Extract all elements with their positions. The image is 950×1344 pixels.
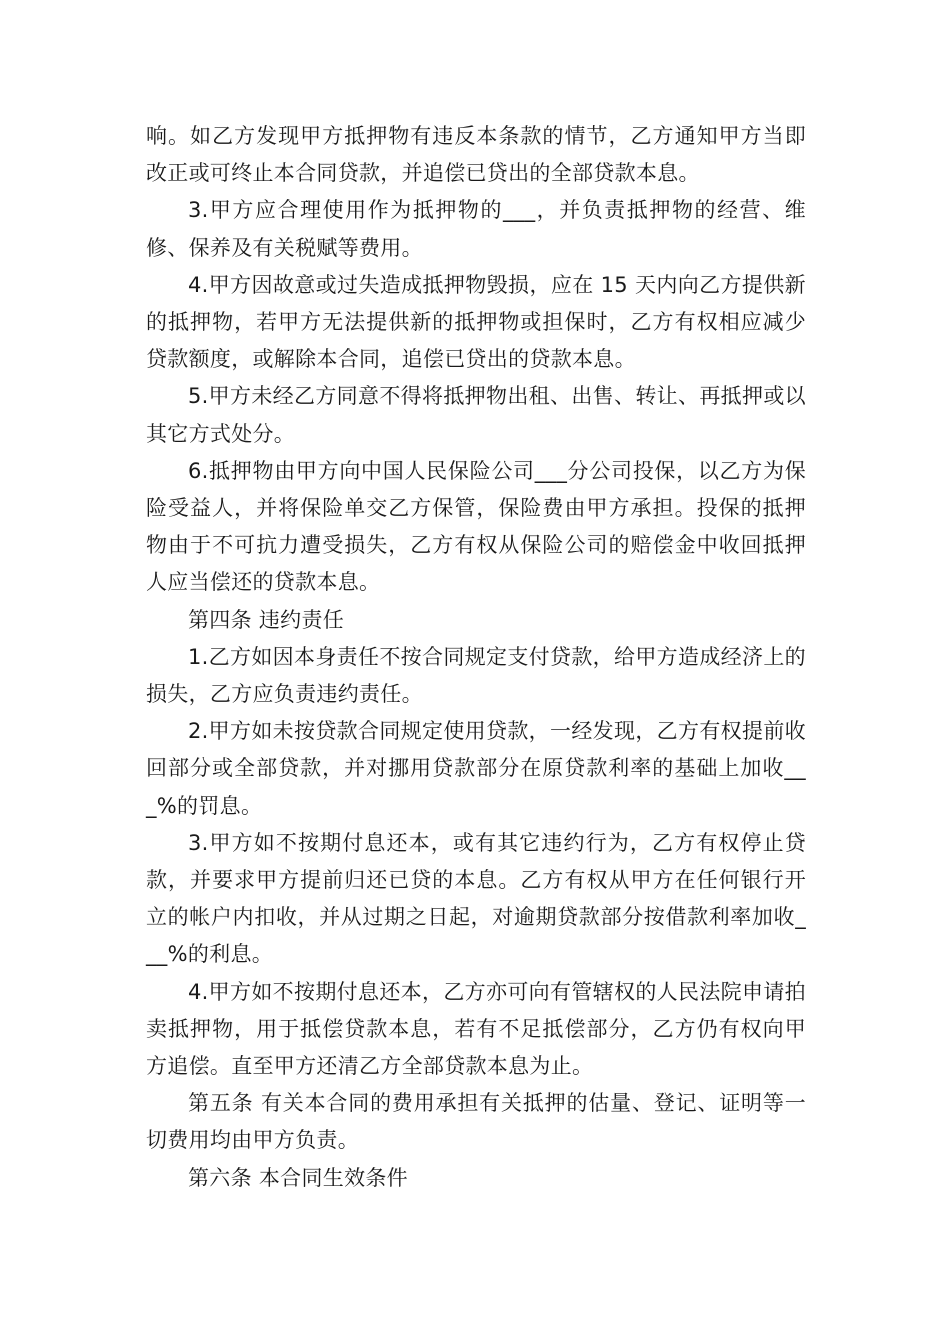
paragraph-breach-4: 4.甲方如不按期付息还本，乙方亦可向有管辖权的人民法院申请拍卖抵押物，用于抵偿贷款本息，若有不足抵偿部分，乙方仍有权向甲方追偿。直至甲方还清乙方全部贷款本息为止。 (146, 979, 806, 1079)
document-body (146, 118, 806, 1197)
section-heading-article-5: 第五条 有关本合同的费用承担有关抵押的估量、登记、证明等一切费用均由甲方负责。 (146, 1091, 806, 1153)
paragraph-breach-3: 3.甲方如不按期付息还本，或有其它违约行为，乙方有权停止贷款，并要求甲方提前归还已贷的本息。乙方有权从甲方在任何银行开立的帐户内扣收，并从过期之日起，对逾期贷款部分按借款利率加收___%的利息。 (146, 830, 806, 967)
paragraph-breach-2: 2.甲方如未按贷款合同规定使用贷款，一经发现，乙方有权提前收回部分或全部贷款，并对挪用贷款部分在原贷款利率的基础上加收___%的罚息。 (146, 719, 806, 818)
paragraph-clause-4-damage: 4.甲方因故意或过失造成抵押物毁损，应在 15 天内向乙方提供新的抵押物，若甲方无法提供新的抵押物或担保时，乙方有权相应减少贷款额度，或解除本合同，追偿已贷出的贷款本息。 (146, 272, 806, 372)
section-heading-article-4: 第四条 违约责任 (188, 607, 345, 632)
paragraph-clause-6-insurance: 6.抵押物由甲方向中国人民保险公司___分公司投保，以乙方为保险受益人，并将保险单交乙方保管，保险费由甲方承担。投保的抵押物由于不可抗力遭受损失，乙方有权从保险公司的赔偿金中收回抵押人应当偿还的贷款本息。 (146, 458, 806, 595)
section-heading-article-6: 第六条 本合同生效条件 (188, 1165, 408, 1190)
paragraph-continued-clause: 响。如乙方发现甲方抵押物有违反本条款的情节，乙方通知甲方当即改正或可终止本合同贷款，并追偿已贷出的全部贷款本息。 (146, 124, 806, 186)
paragraph-clause-3-usage: 3.甲方应合理使用作为抵押物的___，并负责抵押物的经营、维修、保养及有关税赋等费用。 (146, 198, 806, 260)
paragraph-breach-1: 1.乙方如因本身责任不按合同规定支付贷款，给甲方造成经济上的损失，乙方应负责违约责任。 (146, 644, 806, 707)
paragraph-clause-5-disposal: 5.甲方未经乙方同意不得将抵押物出租、出售、转让、再抵押或以其它方式处分。 (146, 384, 806, 446)
